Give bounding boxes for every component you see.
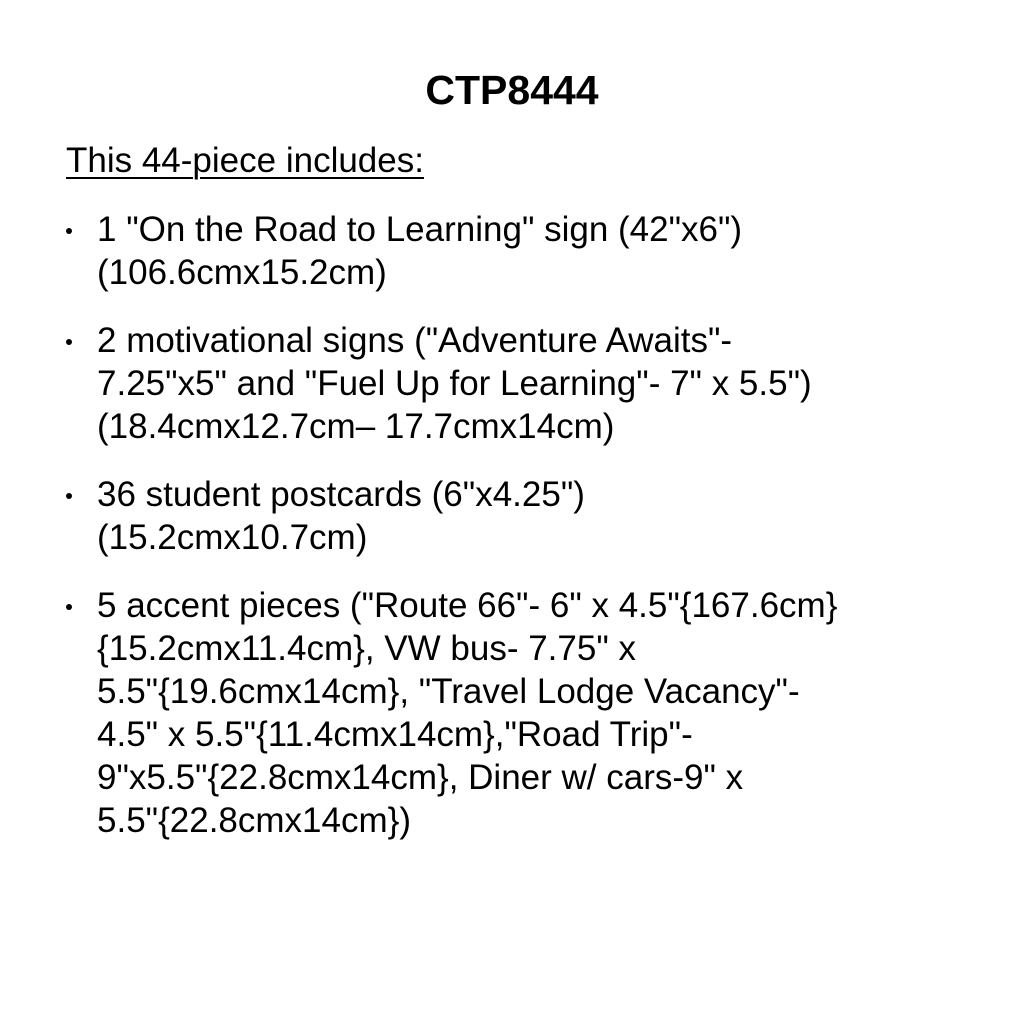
- list-item-text: [97, 208, 742, 294]
- list-item-line: 1 "On the Road to Learning" sign (42"x6"): [97, 210, 743, 249]
- list-item-line: (106.6cmx15.2cm): [97, 253, 387, 292]
- intro-heading: This 44-piece includes:: [66, 141, 424, 180]
- list-item-line: 5 accent pieces ("Route 66"- 6" x 4.5"{167.6cm}: [97, 586, 838, 625]
- bullet-icon: [66, 604, 72, 610]
- list-item-text: [97, 319, 812, 448]
- list-item-line: 5.5"{22.8cmx14cm}): [97, 801, 411, 840]
- page-title: CTP8444: [425, 67, 599, 113]
- list-item-line: 5.5"{19.6cmx14cm}, "Travel Lodge Vacancy"-: [97, 672, 800, 711]
- list-item-line: (15.2cmx10.7cm): [97, 518, 368, 557]
- bullet-icon: [66, 493, 72, 499]
- list-item-text: [97, 473, 585, 559]
- list-item-line: 36 student postcards (6"x4.25"): [97, 475, 585, 514]
- bullet-icon: [66, 228, 72, 234]
- list-item-line: {15.2cmx11.4cm}, VW bus- 7.75" x: [97, 629, 636, 668]
- list-item-text: [97, 584, 837, 842]
- list-item-line: 9"x5.5"{22.8cmx14cm}, Diner w/ cars-9" x: [97, 758, 744, 797]
- list-item-line: (18.4cmx12.7cm– 17.7cmx14cm): [97, 407, 615, 446]
- list-item-line: 7.25"x5" and "Fuel Up for Learning"- 7" x 5.5"): [97, 364, 812, 403]
- list-item-line: 2 motivational signs ("Adventure Awaits"-: [97, 321, 733, 360]
- list-item-line: 4.5" x 5.5"{11.4cmx14cm},"Road Trip"-: [97, 715, 693, 754]
- bullet-icon: [66, 339, 72, 345]
